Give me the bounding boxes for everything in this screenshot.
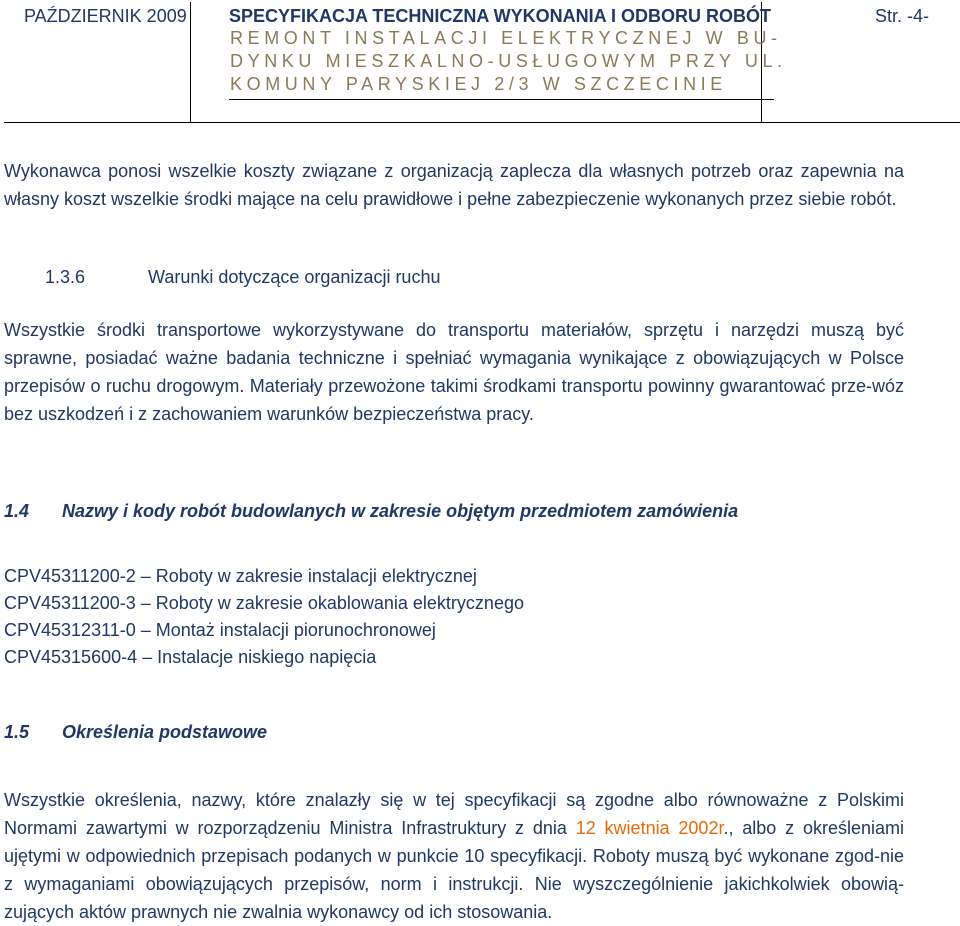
paragraph-basic-definitions — [4, 786, 904, 926]
section-number-1-5: 1.5 — [4, 722, 30, 742]
section-number-1-4: 1.4 — [4, 501, 30, 521]
header-bottom-border — [4, 122, 960, 123]
header-date: PAŹDZIERNIK 2009 — [24, 6, 187, 26]
cpv-item: CPV45311200-3 – Roboty w zakresie okablowania elektrycznego — [4, 593, 524, 613]
header-subtitle-underline — [229, 99, 774, 100]
section-heading-1-5 — [4, 722, 268, 743]
section-heading-1-4 — [4, 501, 739, 522]
header-cell-page — [761, 2, 960, 122]
definitions-text-part-1: Wszystkie określenia, nazwy, które znalazły się w tej specyfikacji są zgodne albo równoważne z Polskimi Normami zawartymi w rozporządzeniu Ministra Infrastruktury z dnia — [4, 790, 904, 838]
section-title-1-4: Nazwy i kody robót budowlanych w zakresie objętym przedmiotem zamówienia — [62, 501, 739, 521]
header-title: SPECYFIKACJA TECHNICZNA WYKONANIA I ODBORU ROBÓT — [229, 6, 772, 26]
header-subtitle-line-2: DYNKU MIESZKALNO-USŁUGOWYM PRZY UL. — [230, 51, 787, 71]
cpv-item: CPV45312311-0 – Montaż instalacji piorunochronowej — [4, 620, 436, 640]
paragraph-site-costs: Wykonawca ponosi wszelkie koszty związane z organizacją zaplecza dla własnych potrzeb oraz zapewnia na własny koszt wszelkie środki mające na celu prawidłowe i pełne zabezpieczenie wykonanych przez siebie robót. — [4, 161, 904, 209]
section-title-1-5: Określenia podstawowe — [62, 722, 268, 742]
header-page-number: Str. -4- — [875, 6, 930, 26]
paragraph-traffic-organization: Wszystkie środki transportowe wykorzystywane do transportu materiałów, sprzętu i narzędzi muszą być sprawne, posiadać ważne badania techniczne i spełniać wymagania wynikające z obowiązujących w Polsce przepisów o ruchu drogowym. Materiały przewożone takimi środkami transportu powinny gwarantować prze-wóz bez uszkodzeń i z zachowaniem warunków bezpieczeństwa pracy. — [4, 320, 904, 424]
header-subtitle-line-1: REMONT INSTALACJI ELEKTRYCZNEJ W BU- — [230, 28, 782, 48]
cpv-item: CPV45315600-4 – Instalacje niskiego napięcia — [4, 647, 377, 667]
cpv-item: CPV45311200-2 – Roboty w zakresie instalacji elektrycznej — [4, 566, 477, 586]
header-subtitle-line-3: KOMUNY PARYSKIEJ 2/3 W SZCZECINIE — [230, 74, 727, 94]
regulation-date: 12 kwietnia 2002r — [575, 818, 724, 838]
section-number-1-3-6: 1.3.6 — [45, 267, 86, 287]
section-title-1-3-6: Warunki dotyczące organizacji ruchu — [148, 267, 441, 287]
definitions-text-part-2: ., albo z określeniami ujętymi w odpowiednich przepisach podanych w punkcie 10 specyfikacji. Roboty muszą być wykonane zgod-nie z wymaganiami obowiązujących przepisów, norm i instrukcji. Nie wyszczególnienie jakichkolwiek obowią-zujących aktów prawnych nie zwalnia wykonawcy od ich stosowania. — [4, 818, 904, 922]
